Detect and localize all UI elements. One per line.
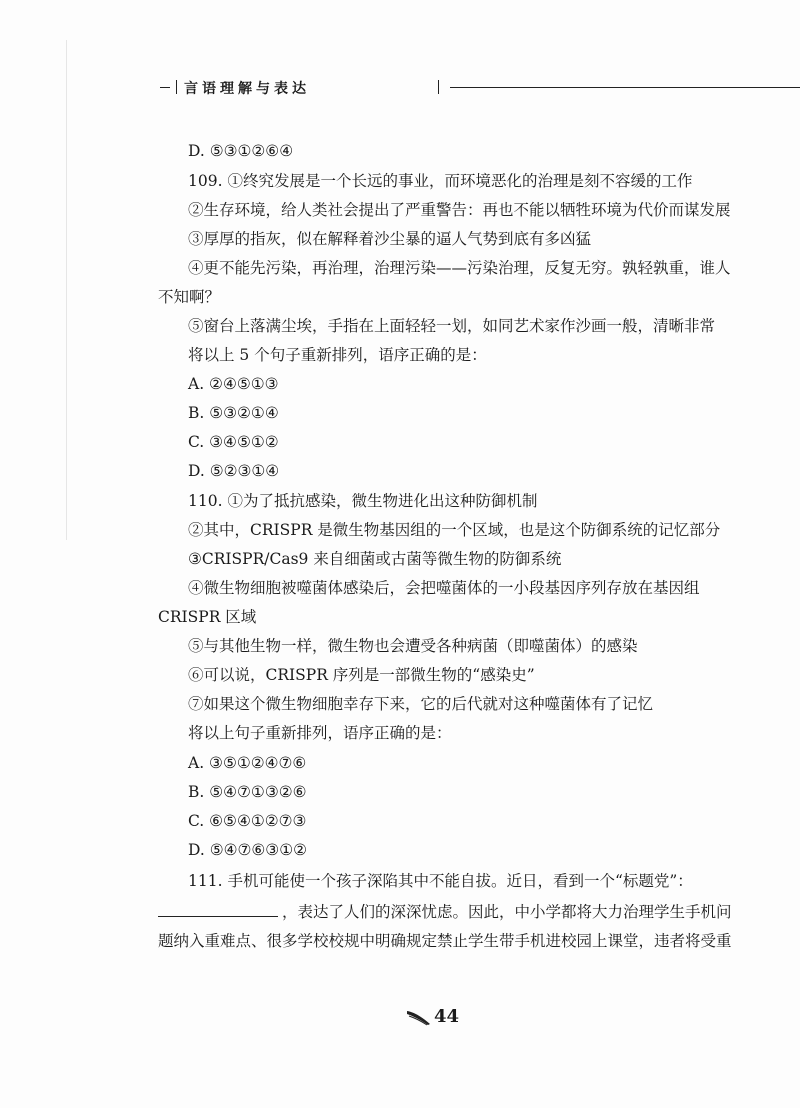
q110-sentence-3: ③CRISPR/Cas9 来自细菌或古菌等微生物的防御系统	[188, 550, 562, 568]
q110-sentence-4: ④微生物细胞被噬菌体感染后，会把噬菌体的一小段基因序列存放在基因组	[188, 579, 700, 597]
fill-in-blank	[158, 900, 278, 917]
q109-option-d: D. ⑤②③①④	[188, 462, 280, 480]
header-bar-right	[438, 80, 439, 94]
q109-sentence-4: ④更不能先污染，再治理，治理污染——污染治理，反复无穷。孰轻孰重，谁人	[188, 259, 731, 277]
q109-sentence-2: ②生存环境，给人类社会提出了严重警告：再也不能以牺牲环境为代价而谋发展	[188, 201, 731, 219]
q110-sentence-4-cont: CRISPR 区域	[158, 608, 257, 626]
page-edge-line	[66, 40, 67, 540]
q109-sentence-5: ⑤窗台上落满尘埃，手指在上面轻轻一划，如同艺术家作沙画一般，清晰非常	[188, 317, 716, 335]
q110-sentence-5: ⑤与其他生物一样，微生物也会遭受各种病菌（即噬菌体）的感染	[188, 637, 638, 655]
q111-stem-line-1: 111. 手机可能使一个孩子深陷其中不能自拔。近日，看到一个“标题党”：	[188, 872, 693, 890]
q109-option-c: C. ③④⑤①②	[188, 433, 279, 451]
q110-option-c: C. ⑥⑤④①②⑦③	[188, 812, 307, 830]
page-number: 44	[434, 1006, 460, 1027]
q111-stem-line-3: 题纳入重难点、很多学校校规中明确规定禁止学生带手机进校园上课堂，违者将受重	[158, 932, 732, 950]
q110-sentence-6: ⑥可以说，CRISPR 序列是一部微生物的“感染史”	[188, 666, 535, 684]
q110-prompt: 将以上句子重新排列，语序正确的是：	[188, 724, 452, 742]
q109-option-b: B. ⑤③②①④	[188, 404, 279, 422]
running-header	[160, 78, 720, 98]
header-bar-left	[176, 80, 177, 94]
header-tick	[160, 87, 170, 88]
q108-option-d: D. ⑤③①②⑥④	[188, 142, 294, 160]
q109-sentence-4-cont: 不知啊？	[158, 288, 221, 306]
q110-option-a: A. ③⑤①②④⑦⑥	[188, 754, 307, 772]
q110-option-b: B. ⑤④⑦①③②⑥	[188, 783, 307, 801]
q110-option-d: D. ⑤④⑦⑥③①②	[188, 841, 307, 859]
q110-sentence-7: ⑦如果这个微生物细胞幸存下来，它的后代就对这种噬菌体有了记忆	[188, 695, 654, 713]
page-footer	[406, 1006, 486, 1030]
q109-sentence-1: 109. ①终究发展是一个长远的事业，而环境恶化的治理是刻不容缓的工作	[188, 172, 693, 190]
header-title: 言语理解与表达	[184, 81, 310, 97]
q110-sentence-2: ②其中，CRISPR 是微生物基因组的一个区域，也是这个防御系统的记忆部分	[188, 521, 721, 539]
q110-sentence-1: 110. ①为了抵抗感染，微生物进化出这种防御机制	[188, 492, 538, 510]
q109-prompt: 将以上 5 个句子重新排列，语序正确的是：	[188, 346, 487, 364]
q111-stem-line-2-text: ，表达了人们的深深忧虑。因此，中小学都将大力治理学生手机问	[282, 903, 732, 921]
q111-stem-line-2	[158, 900, 732, 923]
q109-option-a: A. ②④⑤①③	[188, 375, 279, 393]
header-rule	[450, 87, 800, 88]
quill-pen-icon	[406, 1008, 432, 1026]
q109-sentence-3: ③厚厚的指灰，似在解释着沙尘暴的逼人气势到底有多凶猛	[188, 230, 592, 248]
